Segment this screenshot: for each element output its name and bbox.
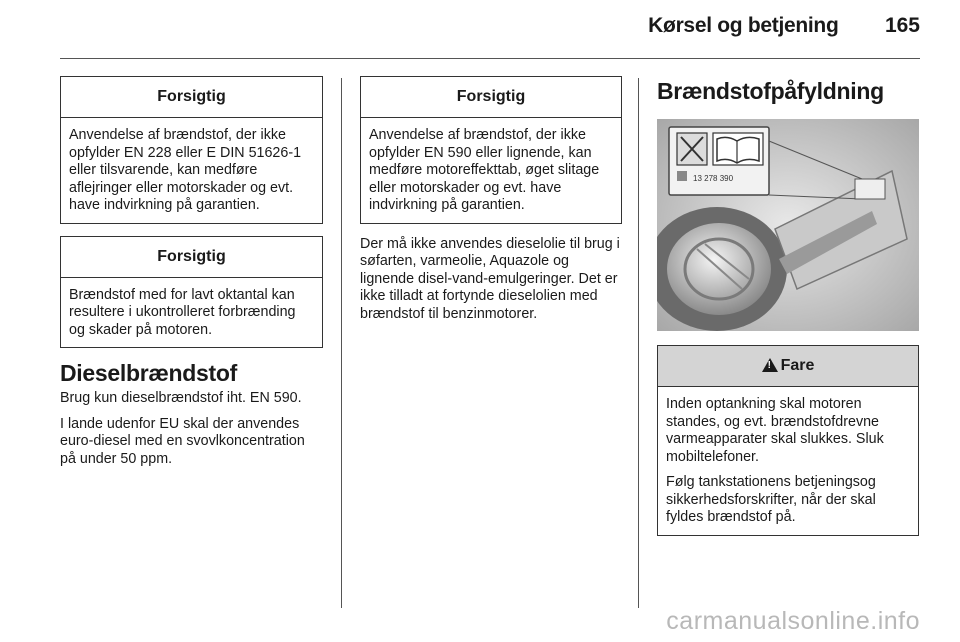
caution-text: Anvendelse af brændstof, der ikke opfylder EN 590 eller lignende, kan medføre motoreffekttab, øget slitage eller motorskader og evt. have indvirkning på garantien. — [369, 127, 600, 213]
column-divider-1 — [341, 78, 342, 608]
column-3 — [657, 76, 919, 548]
heading-diesel: Dieselbrændstof — [60, 360, 237, 386]
caution-title: Forsigtig — [61, 77, 322, 118]
heading-refuelling: Brændstofpåfyldning — [657, 78, 884, 104]
page-header — [520, 14, 920, 44]
caution-title: Forsigtig — [61, 237, 322, 278]
column-divider-2 — [638, 78, 639, 608]
danger-text-1: Inden optankning skal motoren standes, og evt. brændstofdrevne varmeapparater skal slukkes. Sluk mobiltelefoner. — [666, 396, 884, 465]
diesel-paragraph-3: Der må ikke anvendes dieselolie til brug i søfarten, varmeolie, Aquazole og lignende disel-vand-emulgeringer. Det er ikke tilladt at fortynde dieselolien med brændstof til benzinmotorer. — [360, 235, 620, 322]
diesel-paragraph-2: I lande udenfor EU skal der anvendes euro-diesel med en svovlkoncentration på under 50 ppm. — [60, 415, 305, 467]
watermark: carmanualsonline.info — [666, 607, 920, 635]
column-2 — [360, 76, 622, 331]
section-title: Kørsel og betjening — [648, 14, 839, 37]
danger-box-refuelling — [657, 345, 919, 536]
photo-label: 13 278 390 — [693, 174, 734, 183]
fuel-filler-illustration — [657, 119, 919, 331]
diesel-paragraph-1: Brug kun dieselbrændstof iht. EN 590. — [60, 390, 302, 406]
danger-title: Fare — [780, 357, 815, 374]
page-number: 165 — [884, 14, 920, 37]
column-1 — [60, 76, 323, 476]
header-rule — [60, 58, 920, 59]
caution-box-fuel-standard — [60, 76, 323, 224]
caution-text: Brændstof med for lavt oktantal kan resultere i ukontrolleret forbrænding og skader på motoren. — [69, 286, 296, 338]
caution-text: Anvendelse af brændstof, der ikke opfylder EN 228 eller E DIN 51626-1 eller tilsvarende, kan medføre aflejringer eller motorskader og evt. have indvirkning på garantien. — [69, 127, 302, 213]
warning-triangle-icon: ! — [762, 358, 778, 372]
caution-box-diesel-standard — [360, 76, 622, 224]
caution-box-octane — [60, 236, 323, 349]
danger-text-2: Følg tankstationens betjeningsog sikkerhedsforskrifter, når der skal fyldes brændstof på. — [666, 474, 876, 525]
fuel-filler-photo — [657, 119, 919, 331]
caution-title: Forsigtig — [361, 77, 621, 118]
danger-header — [658, 346, 918, 387]
